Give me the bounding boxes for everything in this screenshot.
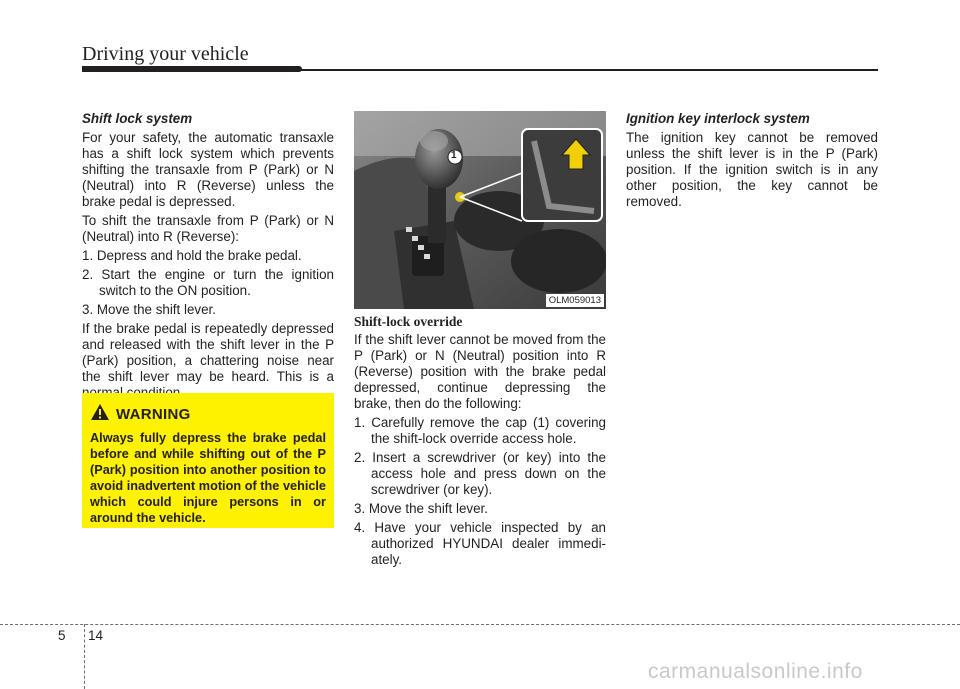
shift-lever-photo: [354, 111, 606, 309]
column-shift-lock: [82, 111, 334, 404]
section-heading-ignition: Ignition key interlock system: [626, 111, 810, 126]
header-rule-thick: [82, 66, 302, 72]
footer-divider: [0, 624, 960, 625]
section-number: 5: [58, 628, 66, 643]
warning-title: WARNING: [116, 406, 191, 423]
step-item: 3. Move the shift lever.: [82, 302, 216, 317]
paragraph: The ignition key cannot be removed unless the shift lever is in the P (Park) position. If the ignition switch is in any other position, the key cannot be removed.: [626, 130, 878, 209]
step-item: 2. Start the engine or turn the ignition switch to the ON position.: [82, 267, 334, 298]
watermark: carmanualsonline.info: [648, 660, 863, 683]
step-item: 1. Depress and hold the brake pedal.: [82, 248, 302, 263]
page-number: 14: [88, 628, 104, 643]
footer-vertical-divider: [84, 624, 85, 689]
paragraph: To shift the transaxle from P (Park) or N (Neutral) into R (Reverse):: [82, 213, 334, 244]
column-ignition-interlock: [626, 111, 878, 213]
column-shift-lock-override: [354, 314, 606, 571]
steps-list: [82, 248, 334, 318]
callout-number: 1: [451, 150, 457, 161]
paragraph: If the brake pedal is repeatedly depressed and released with the shift lever in the P (Park) position, a chattering noise near the shift lever may be heard. This is a: [82, 321, 334, 384]
warning-text: Always fully depress the brake pedal before and while shifting out of the P (Park) position into another position to avoid inadvertent motion of the vehicle which could injure persons in or around the vehicle.: [90, 431, 326, 525]
section-heading-override: Shift-lock override: [354, 314, 463, 329]
page-header-title: Driving your vehicle: [82, 43, 249, 65]
step-item: 1. Carefully remove the cap (1) covering the shift-lock override access hole.: [354, 415, 606, 446]
step-item: 4. Have your vehicle inspected by an authorized HYUNDAI dealer immedi-ately.: [354, 520, 606, 567]
figure-code-label: OLM059013: [546, 294, 604, 307]
paragraph: If the shift lever cannot be moved from the P (Park) or N (Neutral) position into R (Reverse) position with the brake pedal depressed, continue depressing the brake, then do the following:: [354, 332, 606, 411]
warning-triangle-icon: [90, 403, 110, 426]
steps-list: [354, 415, 606, 568]
step-item: 3. Move the shift lever.: [354, 501, 488, 516]
warning-header: [90, 403, 326, 426]
warning-box: [82, 393, 334, 528]
header-rule-thin: [300, 69, 878, 71]
step-item: 2. Insert a screwdriver (or key) into the access hole and press down on the screwdriver (or key).: [354, 450, 606, 497]
section-heading-shift-lock: Shift lock system: [82, 111, 193, 126]
paragraph: For your safety, the automatic transaxle has a shift lock system which prevents shifting the transaxle from P (Park) or N (Neutral) into R (Reverse) unless the brake pedal is depressed.: [82, 130, 334, 209]
